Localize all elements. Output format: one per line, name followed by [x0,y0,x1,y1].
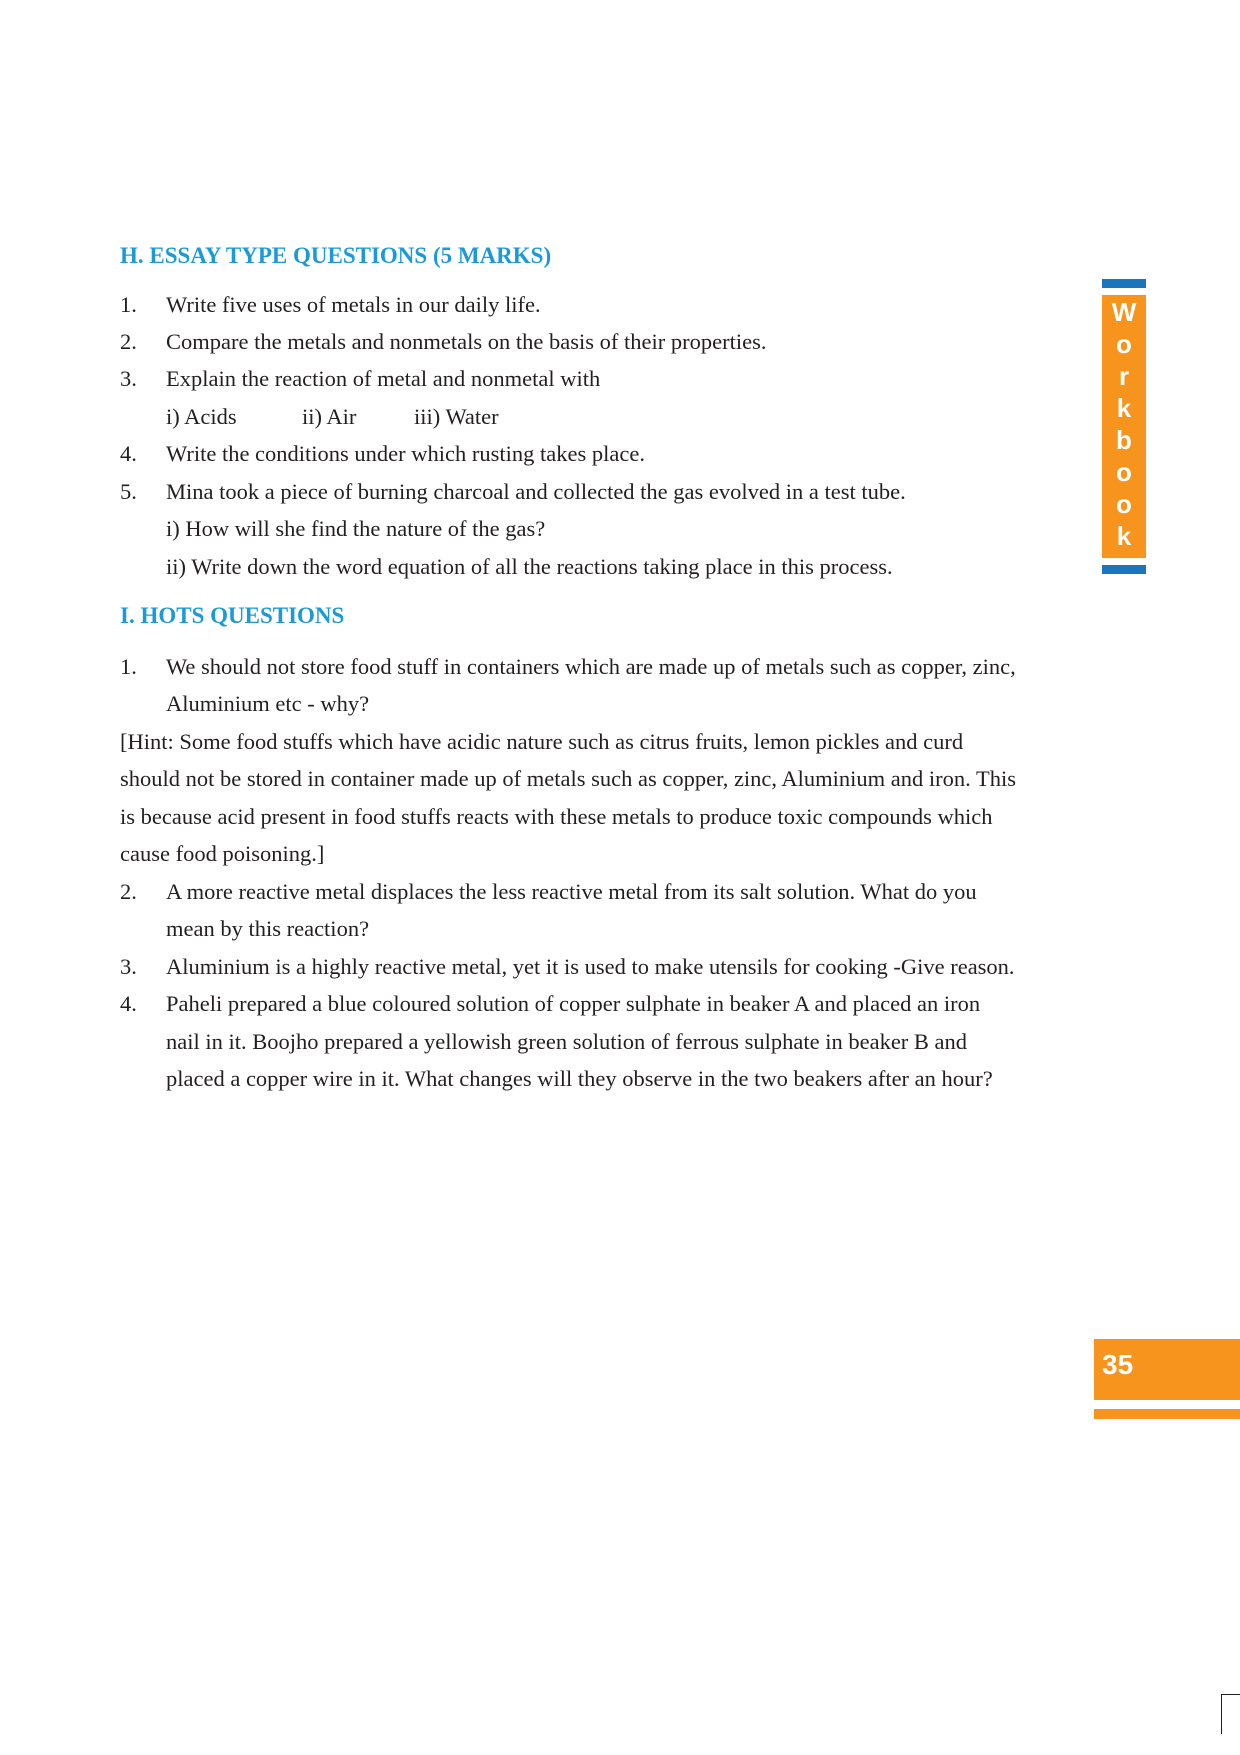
workbook-letter: r [1118,361,1130,391]
option-water: iii) Water [414,404,499,429]
page-number-stripe [1094,1409,1240,1419]
question-number: 3. [120,366,137,391]
hint-line-1: [Hint: Some food stuffs which have acidic nature such as citrus fruits, lemon pickles and curd [120,729,964,754]
hots-question-4-line-2: nail in it. Boojho prepared a yellowish green solution of ferrous sulphate in beaker B and [166,1029,968,1054]
question-number: 2. [120,879,137,904]
essay-question-5: Mina took a piece of burning charcoal and collected the gas evolved in a test tube. [166,479,906,504]
question-number: 3. [120,954,137,979]
essay-question-5-part-ii: ii) Write down the word equation of all the reactions taking place in this process. [166,554,893,579]
hots-question-4-line-1: Paheli prepared a blue coloured solution of copper sulphate in beaker A and placed an iron [166,991,981,1016]
workbook-letter: b [1116,425,1132,455]
crop-mark [1221,1694,1222,1734]
hots-question-1-line-1: We should not store food stuff in containers which are made up of metals such as copper, zinc, [166,654,1016,679]
page-number: 35 [1102,1349,1134,1380]
section-h-heading: H. ESSAY TYPE QUESTIONS (5 MARKS) [120,243,552,268]
workbook-letter: k [1116,521,1132,551]
question-number: 1. [120,292,137,317]
workbook-side-tab [1102,295,1146,558]
essay-question-3-options [166,402,499,432]
essay-question-1: Write five uses of metals in our daily life. [166,292,541,317]
question-number: 4. [120,991,137,1016]
workbook-letter: k [1116,393,1132,423]
hots-question-2-line-2: mean by this reaction? [166,916,370,941]
question-number: 5. [120,479,137,504]
hint-line-2: should not be stored in container made up of metals such as copper, zinc, Aluminium and iron. This [120,766,1017,791]
hots-question-1-line-2: Aluminium etc - why? [166,691,370,716]
workbook-letter: W [1111,297,1137,327]
workbook-letter: o [1116,457,1132,487]
essay-question-2: Compare the metals and nonmetals on the basis of their properties. [166,329,767,354]
essay-question-5-part-i: i) How will she find the nature of the gas? [166,516,546,541]
workbook-tab-top-bar [1102,279,1146,288]
workbook-letter: o [1116,489,1132,519]
hots-question-4-line-3: placed a copper wire in it. What changes will they observe in the two beakers after an hour? [166,1066,993,1091]
section-i-heading: I. HOTS QUESTIONS [120,603,345,628]
hots-question-2-line-1: A more reactive metal displaces the less reactive metal from its salt solution. What do you [166,879,977,904]
hint-line-3: is because acid present in food stuffs reacts with these metals to produce toxic compounds which [120,804,993,829]
workbook-letter: o [1116,329,1132,359]
option-air: ii) Air [302,404,357,429]
crop-mark [1222,1694,1240,1695]
question-number: 2. [120,329,137,354]
hint-line-4: cause food poisoning.] [120,841,325,866]
option-acids: i) Acids [166,404,237,429]
question-number: 1. [120,654,137,679]
essay-question-3: Explain the reaction of metal and nonmetal with [166,366,601,391]
hots-question-3: Aluminium is a highly reactive metal, yet it is used to make utensils for cooking -Give reason. [166,954,1015,979]
question-number: 4. [120,441,137,466]
page-number-box [1094,1339,1240,1400]
essay-question-4: Write the conditions under which rusting takes place. [166,441,645,466]
workbook-tab-bottom-bar [1102,565,1146,574]
